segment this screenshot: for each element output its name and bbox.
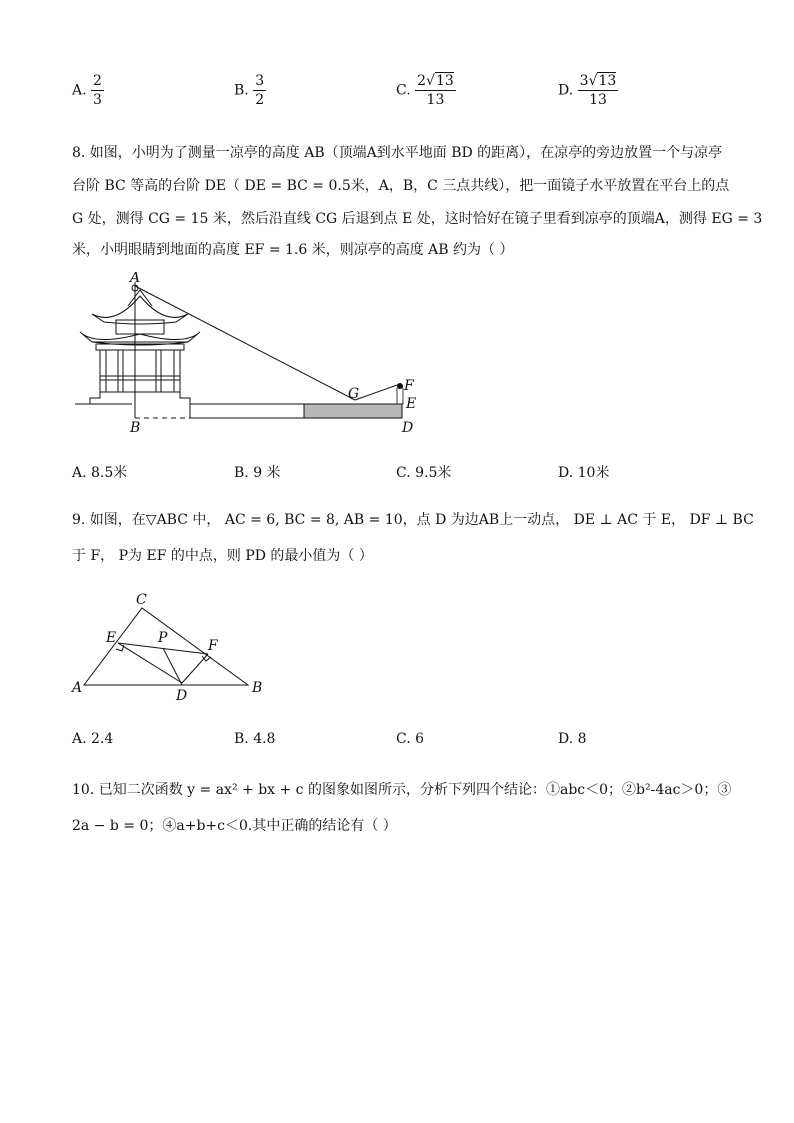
q8-pavilion-figure (70, 272, 430, 442)
q9-label-e: E (106, 630, 117, 646)
q9-option-a: A. 2.4 (72, 731, 114, 747)
q9-label-b: B (252, 680, 263, 696)
q9-label-a: A (72, 680, 83, 696)
q8-label-b: B (130, 420, 141, 436)
q8-label-a: A (130, 272, 141, 286)
q8-option-b: B. 9 米 (234, 465, 281, 481)
q9-option-c: C. 6 (396, 731, 425, 747)
q10-line-2: 2a − b = 0；④a+b+c＜0.其中正确的结论有（ ） (72, 818, 397, 834)
q7-option-b: B. $\frac{3}{2}$ (234, 73, 265, 108)
q7-option-a: A. $\frac{2}{3}$ (72, 73, 102, 108)
q8-line-2: 台阶 BC 等高的台阶 DE（ DE = BC = 0.5米，A，B，C 三点共线），把一面镜子水平放置在平台上的点 (72, 178, 730, 194)
q9-label-c: C (136, 592, 147, 608)
q8-label-e: E (406, 396, 417, 412)
q9-line-2: 于 F， P为 EF 的中点，则 PD 的最小值为（ ） (72, 548, 373, 564)
q8-line-1: 8. 如图，小明为了测量一凉亭的高度 AB（顶端A到水平地面 BD 的距离），在凉亭的旁边放置一个与凉亭 (72, 145, 723, 161)
q9-triangle-figure (70, 588, 270, 703)
q9-line-1: 9. 如图，在▽ABC 中， AC = 6, BC = 8, AB = 10，点 D 为边AB上一动点， DE ⊥ AC 于 E， DF ⊥ BC (72, 512, 754, 528)
q8-label-g: G (348, 386, 360, 402)
q10-line-1: 10. 已知二次函数 y = ax² + bx + c 的图象如图所示，分析下列四个结论：①abc＜0；②b²-4ac＞0；③ (72, 782, 732, 798)
q9-label-f: F (208, 638, 218, 654)
q8-option-a: A. 8.5米 (72, 465, 128, 481)
q9-label-d: D (176, 688, 188, 703)
q8-option-c: C. 9.5米 (396, 465, 452, 481)
q8-line-4: 米，小明眼睛到地面的高度 EF = 1.6 米，则凉亭的高度 AB 约为（ ） (72, 242, 514, 258)
q7-option-d: D. $\frac{3√13}{13}$ (558, 73, 617, 108)
q8-label-d: D (402, 420, 414, 436)
q8-option-d: D. 10米 (558, 465, 610, 481)
q8-line-3: G 处，测得 CG = 15 米，然后沿直线 CG 后退到点 E 处，这时恰好在镜子里看到凉亭的顶端A，测得 EG = 3 (72, 211, 763, 227)
q9-label-p: P (158, 630, 168, 646)
q9-option-d: D. 8 (558, 731, 587, 747)
q9-option-b: B. 4.8 (234, 731, 276, 747)
q7-option-c: C. $\frac{2√13}{13}$ (396, 73, 454, 108)
q8-label-f: F (404, 378, 414, 394)
